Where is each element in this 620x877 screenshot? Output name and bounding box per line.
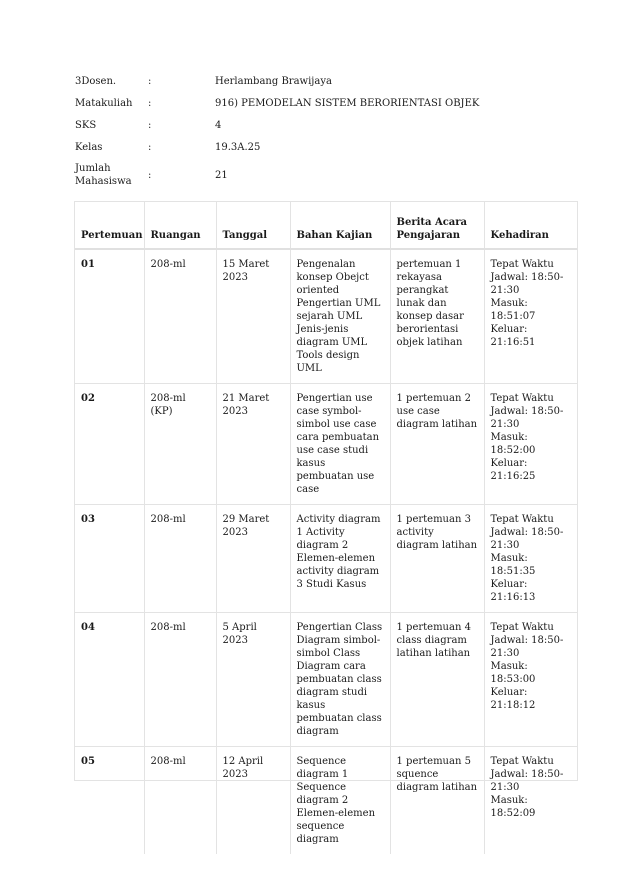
cell-ruangan: 208-ml — [144, 249, 216, 384]
kehadiran-status: Tepat Waktu — [490, 622, 554, 633]
kehadiran-masuk: Masuk: 18:53:00 — [490, 661, 536, 685]
cell-bahan-kajian: Activity diagram 1 Activity diagram 2 Elemen-elemen activity diagram 3 Studi Kasus — [290, 505, 390, 613]
info-value: 916) PEMODELAN SISTEM BERORIENTASI OBJEK — [215, 97, 480, 109]
info-row-jumlah-mahasiswa — [75, 158, 545, 192]
kehadiran-keluar: Keluar: 21:16:25 — [490, 458, 536, 482]
cell-berita-acara: 1 pertemuan 3 activity diagram latihan — [390, 505, 484, 613]
info-colon: : — [148, 119, 152, 131]
course-info — [75, 70, 545, 192]
info-value: 21 — [215, 169, 228, 181]
cell-pertemuan: 03 — [75, 505, 144, 613]
header-bahan-kajian: Bahan Kajian — [290, 202, 390, 249]
kehadiran-masuk: Masuk: 18:52:09 — [490, 795, 536, 819]
kehadiran-status: Tepat Waktu — [490, 514, 554, 525]
cell-berita-acara: 1 pertemuan 4 class diagram latihan latihan — [390, 613, 484, 747]
cell-kehadiran — [484, 613, 577, 747]
info-row-dosen — [75, 70, 545, 92]
cell-kehadiran — [484, 249, 577, 384]
table-row — [75, 747, 577, 855]
info-value: 19.3A.25 — [215, 141, 261, 153]
kehadiran-masuk: Masuk: 18:52:00 — [490, 432, 536, 456]
table-row — [75, 249, 577, 384]
cell-tanggal: 5 April 2023 — [216, 613, 290, 747]
kehadiran-jadwal: Jadwal: 18:50-21:30 — [490, 769, 564, 793]
info-label: Jumlah Mahasiswa — [75, 163, 132, 187]
cell-berita-acara: 1 pertemuan 5 squence diagram latihan — [390, 747, 484, 855]
kehadiran-jadwal: Jadwal: 18:50-21:30 — [490, 406, 564, 430]
header-ruangan: Ruangan — [144, 202, 216, 249]
info-label: 3Dosen. — [75, 75, 117, 87]
table-row — [75, 505, 577, 613]
info-colon: : — [148, 169, 152, 181]
cell-ruangan: 208-ml — [144, 747, 216, 855]
kehadiran-jadwal: Jadwal: 18:50-21:30 — [490, 635, 564, 659]
info-value: Herlambang Brawijaya — [215, 75, 332, 87]
kehadiran-jadwal: Jadwal: 18:50-21:30 — [490, 527, 564, 551]
header-pertemuan: Pertemuan — [75, 202, 144, 249]
cell-berita-acara: 1 pertemuan 2 use case diagram latihan — [390, 384, 484, 505]
info-label: Kelas — [75, 141, 103, 153]
cell-ruangan: 208-ml (KP) — [144, 384, 216, 505]
info-colon: : — [148, 97, 152, 109]
cell-pertemuan: 01 — [81, 259, 95, 270]
attendance-table-container — [74, 201, 578, 845]
cell-pertemuan: 02 — [75, 384, 144, 505]
kehadiran-keluar: Keluar: 21:16:13 — [490, 579, 536, 603]
info-label: SKS — [75, 119, 97, 131]
info-value: 4 — [215, 119, 222, 131]
cell-bahan-kajian: Pengertian Class Diagram simbol-simbol Class Diagram cara pembuatan class diagram studi kasus pembuatan class diagram — [290, 613, 390, 747]
info-colon: : — [148, 141, 152, 153]
table-row — [75, 613, 577, 747]
cell-tanggal: 12 April 2023 — [216, 747, 290, 855]
cell-bahan-kajian: Pengenalan konsep Obejct oriented Pengertian UML sejarah UML Jenis-jenis diagram UML Tools design UML — [290, 249, 390, 384]
header-tanggal: Tanggal — [216, 202, 290, 249]
table-header-row — [75, 202, 577, 249]
info-label: Matakuliah — [75, 97, 133, 109]
attendance-table — [75, 202, 577, 854]
kehadiran-status: Tepat Waktu — [490, 756, 554, 767]
cell-berita-acara: pertemuan 1 rekayasa perangkat lunak dan konsep dasar berorientasi objek latihan — [390, 249, 484, 384]
cell-kehadiran — [484, 505, 577, 613]
kehadiran-keluar: Keluar: 21:16:51 — [490, 324, 536, 348]
cell-bahan-kajian: Pengertian use case symbol-simbol use case cara pembuatan use case studi kasus pembuatan use case — [290, 384, 390, 505]
cell-ruangan: 208-ml — [144, 505, 216, 613]
kehadiran-keluar: Keluar: 21:18:12 — [490, 687, 536, 711]
header-kehadiran: Kehadiran — [484, 202, 577, 249]
cell-kehadiran — [484, 384, 577, 505]
cell-pertemuan: 05 — [75, 747, 144, 855]
info-colon: : — [148, 75, 152, 87]
table-row — [75, 384, 577, 505]
cell-ruangan: 208-ml — [144, 613, 216, 747]
cell-pertemuan: 04 — [75, 613, 144, 747]
cell-bahan-kajian: Sequence diagram 1 Sequence diagram 2 Elemen-elemen sequence diagram — [290, 747, 390, 855]
kehadiran-status: Tepat Waktu — [490, 393, 554, 404]
info-row-sks — [75, 114, 545, 136]
kehadiran-jadwal: Jadwal: 18:50-21:30 — [490, 272, 564, 296]
header-berita-acara: Berita Acara Pengajaran — [390, 202, 484, 249]
kehadiran-masuk: Masuk: 18:51:07 — [490, 298, 536, 322]
cell-kehadiran — [484, 747, 577, 855]
cell-tanggal: 21 Maret 2023 — [216, 384, 290, 505]
info-row-kelas — [75, 136, 545, 158]
cell-tanggal: 15 Maret 2023 — [216, 249, 290, 384]
info-row-matakuliah — [75, 92, 545, 114]
kehadiran-status: Tepat Waktu — [490, 259, 554, 270]
kehadiran-masuk: Masuk: 18:51:35 — [490, 553, 536, 577]
cell-tanggal: 29 Maret 2023 — [216, 505, 290, 613]
